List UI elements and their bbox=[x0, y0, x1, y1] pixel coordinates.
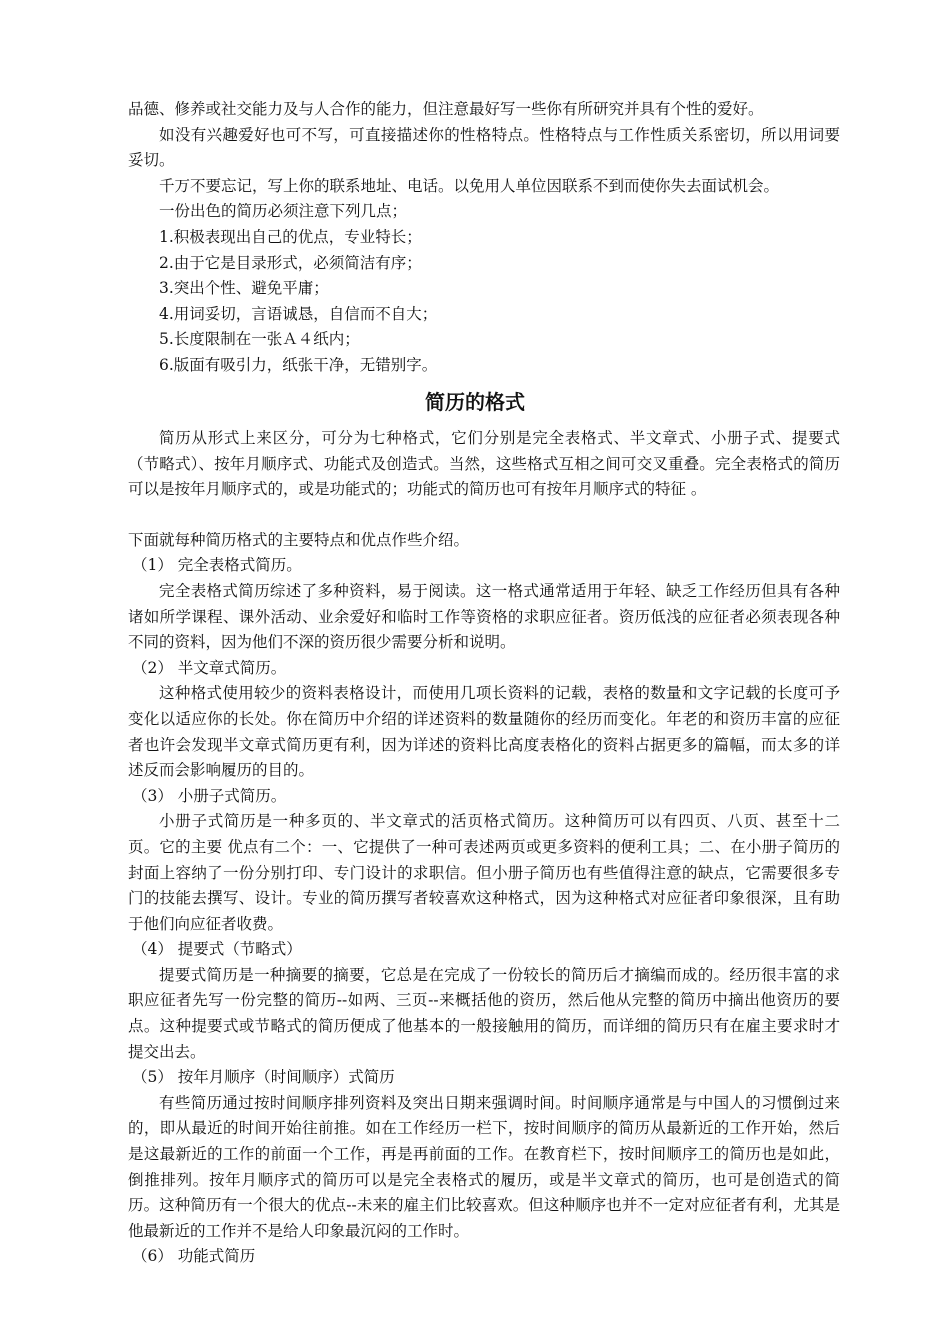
list-item: 5.长度限制在一张Ａ４纸内； bbox=[159, 330, 360, 349]
paragraph: 这种格式使用较少的资料表格设计，而使用几项长资料的记载，表格的数量和文字记载的长度可予变化以适应你的长处。你在简历中介绍的详述资料的数量随你的经历而变化。年老的和资历丰富的应征者也许会发现半文章式简历更有利，因为详述的资料比高度表格化的资料占据更多的篇幅，而太多的详述反而会影响履历的目的。 bbox=[128, 684, 840, 780]
list-item: 6.版面有吸引力，纸张干净，无错别字。 bbox=[159, 355, 438, 374]
paragraph: 完全表格式简历综述了多种资料，易于阅读。这一格式通常适用于年轻、缺乏工作经历但具有各种诸如所学课程、课外活动、业余爱好和临时工作等资格的求职应征者。资历低浅的应征者必须表现各种不同的资料，因为他们不深的资历很少需要分析和说明。 bbox=[128, 581, 840, 652]
paragraph: 下面就每种简历格式的主要特点和优点作些介绍。 bbox=[128, 530, 470, 549]
paragraph: 小册子式简历是一种多页的、半文章式的活页格式简历。这种简历可以有四页、八页、甚至十二页。它的主要 优点有二个：一、它提供了一种可表述两页或更多资料的便利工具；二、在小册子简历的封面上容纳了一份分别打印、专门设计的求职信。但小册子简历也有些值得注意的缺点，它需要很多专门的技能去撰写、设计。专业的简历撰写者较喜欢这种格式，因为这种格式对应征者印象很深，且有助于他们向应征者收费。 bbox=[128, 812, 840, 933]
subsection-title: （5） 按年月顺序（时间顺序）式简历 bbox=[132, 1068, 395, 1087]
paragraph: 简历从形式上来区分，可分为七种格式，它们分别是完全表格式、半文章式、小册子式、提要式（节略式）、按年月顺序式、功能式及创造式。当然，这些格式互相之间可交叉重叠。完全表格式的简历可以是按年月顺序式的，或是功能式的；功能式的简历也可有按年月顺序式的特征 。 bbox=[128, 429, 840, 499]
paragraph: 有些简历通过按时间顺序排列资料及突出日期来强调时间。时间顺序通常是与中国人的习惯倒过来的，即从最近的时间开始往前推。如在工作经历一栏下，按时间顺序的简历从最新近的工作开始，然后是这最新近的工作的前面一个工作，再是再前面的工作。在教育栏下，按时间顺序工的简历也是如此，倒推排列。按年月顺序式的简历可以是完全表格式的履历，或是半文章式的简历，也可是创造式的简历。这种简历有一个很大的优点--未来的雇主们比较喜欢。但这种顺序也并不一定对应征者有利，尤其是他最新近的工作并不是给人印象最沉闷的工作时。 bbox=[128, 1093, 840, 1240]
paragraph: 一份出色的简历必须注意下列几点； bbox=[159, 202, 408, 221]
body-section bbox=[128, 426, 840, 1270]
subsection-title: （1） 完全表格式简历。 bbox=[132, 556, 302, 575]
list-item: 1.积极表现出自己的优点，专业特长； bbox=[159, 227, 422, 246]
paragraph: 提要式简历是一种摘要的摘要，它总是在完成了一份较长的简历后才摘编而成的。经历很丰富的求职应征者先写一份完整的简历--如两、三页--来概括他的资历，然后他从完整的简历中摘出他资历的要点。这种提要式或节略式的简历便成了他基本的一般接触用的简历，而详细的简历只有在雇主要求时才提交出去。 bbox=[128, 965, 840, 1061]
paragraph: 千万不要忘记，写上你的联系地址、电话。以免用人单位因联系不到而使你失去面试机会。 bbox=[159, 176, 780, 195]
list-item: 2.由于它是目录形式，必须简洁有序； bbox=[159, 253, 422, 272]
subsection-title: （2） 半文章式简历。 bbox=[132, 658, 287, 677]
subsection-title: （4） 提要式（节略式） bbox=[132, 940, 302, 959]
list-item: 4.用词妥切，言语诚恳，自信而不自大； bbox=[159, 304, 438, 323]
list-item: 3.突出个性、避免平庸； bbox=[159, 279, 329, 298]
section-heading: 简历的格式 bbox=[425, 390, 525, 414]
subsection-title: （3） 小册子式简历。 bbox=[132, 786, 287, 805]
intro-section bbox=[128, 97, 840, 379]
paragraph: 品德、修养或社交能力及与人合作的能力，但注意最好写一些你有所研究并具有个性的爱好。 bbox=[128, 100, 764, 118]
paragraph: 如没有兴趣爱好也可不写，可直接描述你的性格特点。性格特点与工作性质关系密切，所以用词要妥切。 bbox=[128, 125, 840, 170]
subsection-title: （6） 功能式简历 bbox=[132, 1247, 256, 1266]
